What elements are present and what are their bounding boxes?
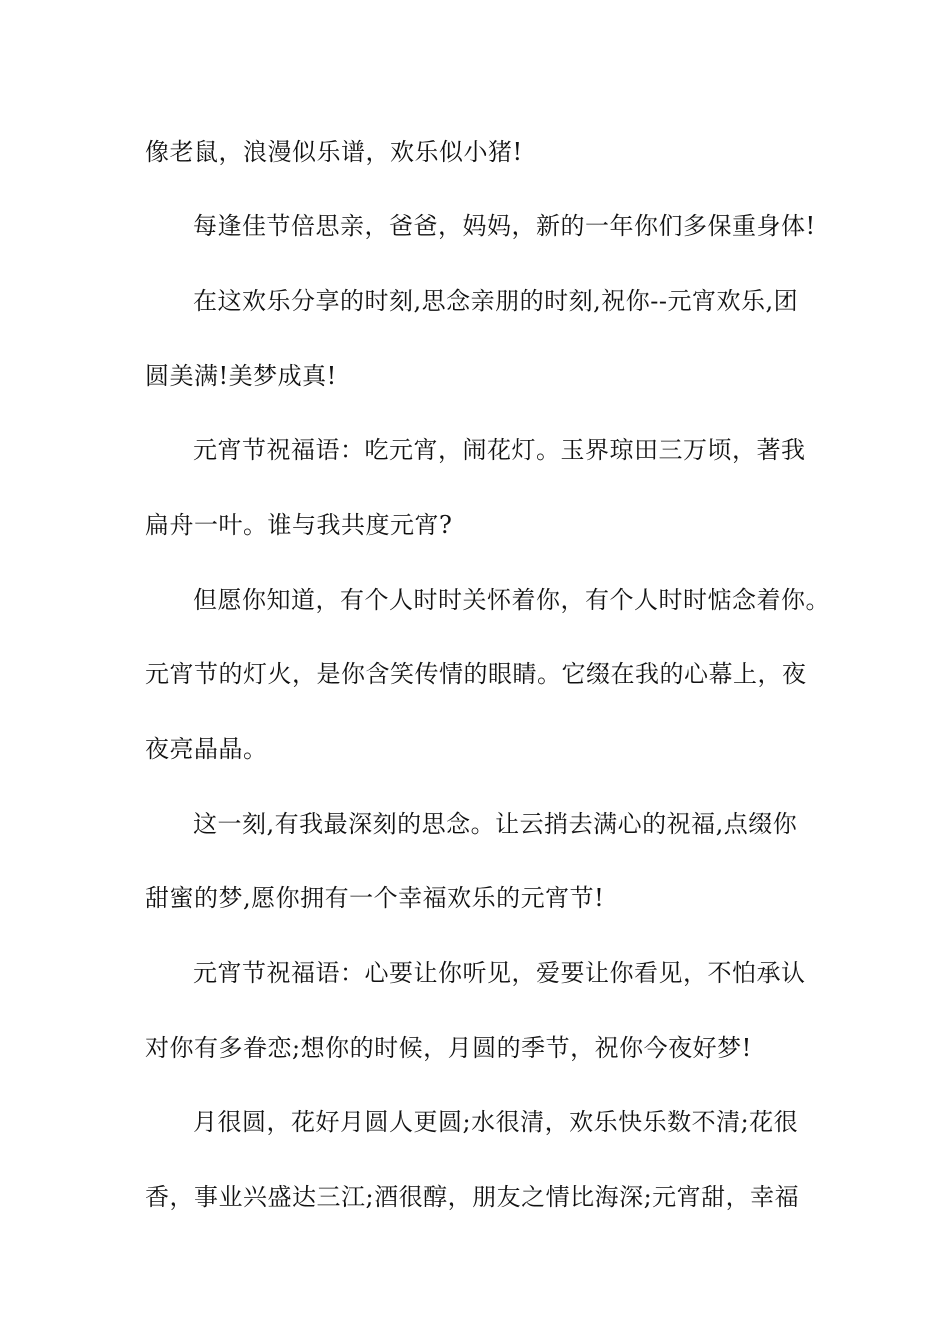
text-line: 像老鼠，浪漫似乐谱，欢乐似小猪!: [145, 138, 523, 166]
paragraph-first-line: 每逢佳节倍思亲，爸爸，妈妈，新的一年你们多保重身体!: [193, 212, 816, 240]
paragraph-first-line: 元宵节祝福语：心要让你听见，爱要让你看见，不怕承认: [193, 959, 806, 987]
text-line: 圆美满!美梦成真!: [145, 362, 337, 390]
paragraph-first-line: 在这欢乐分享的时刻,思念亲朋的时刻,祝你--元宵欢乐,团: [193, 287, 799, 315]
paragraph-first-line: 月很圆，花好月圆人更圆;水很清，欢乐快乐数不清;花很: [193, 1108, 799, 1136]
text-line: 扁舟一叶。谁与我共度元宵?: [145, 511, 453, 539]
paragraph-first-line: 但愿你知道，有个人时时关怀着你，有个人时时惦念着你。: [193, 586, 830, 614]
text-line: 元宵节的灯火，是你含笑传情的眼睛。它缀在我的心幕上，夜: [145, 660, 807, 688]
text-line: 夜亮晶晶。: [145, 735, 268, 763]
paragraph-first-line: 元宵节祝福语：吃元宵，闹花灯。玉界琼田三万顷，著我: [193, 436, 806, 464]
text-line: 甜蜜的梦,愿你拥有一个幸福欢乐的元宵节!: [145, 884, 605, 912]
text-line: 对你有多眷恋;想你的时候，月圆的季节，祝你今夜好梦!: [145, 1034, 752, 1062]
paragraph-first-line: 这一刻,有我最深刻的思念。让云捎去满心的祝福,点缀你: [193, 810, 798, 838]
text-line: 香，事业兴盛达三江;酒很醇，朋友之情比海深;元宵甜，幸福: [145, 1183, 800, 1211]
